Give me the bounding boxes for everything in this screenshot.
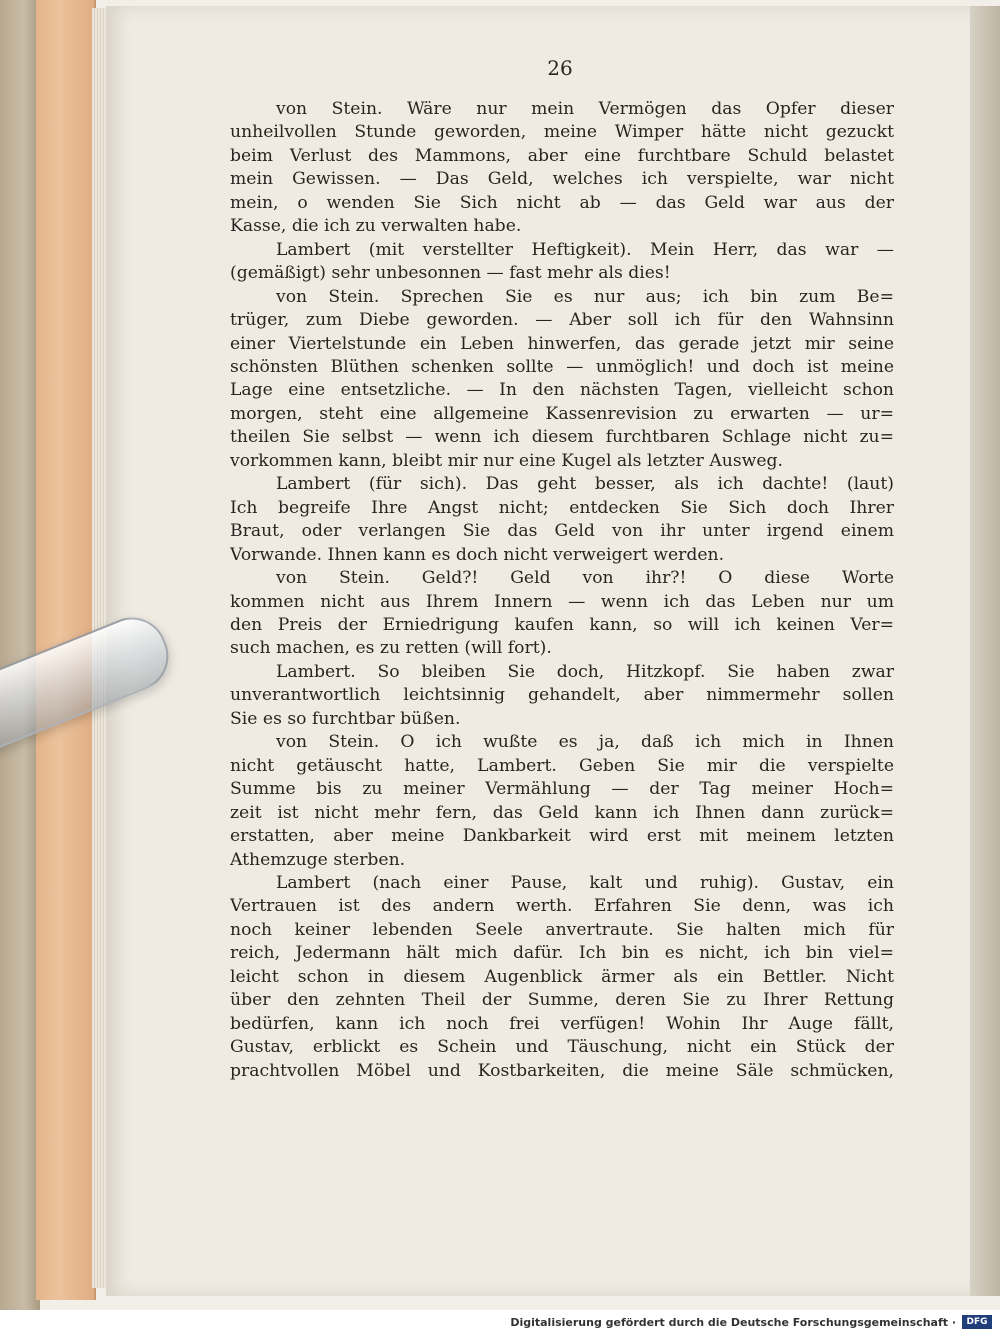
text-line: (gemäßigt) sehr unbesonnen — fast mehr als dies!: [230, 263, 671, 284]
text-line: beim Verlust des Mammons, aber eine furchtbare Schuld belastet: [230, 145, 894, 166]
text-line: schönsten Blüthen schenken sollte — unmöglich! und doch ist meine: [230, 356, 894, 377]
text-line: mein, o wenden Sie Sich nicht ab — das Geld war aus der: [230, 192, 894, 213]
text-line: erstatten, aber meine Dankbarkeit wird erst mit meinem letzten: [230, 826, 894, 847]
page-number: 26: [547, 56, 573, 80]
text-line: such machen, es zu retten (will fort).: [230, 638, 552, 659]
text-line: einer Viertelstunde ein Leben hinwerfen, das gerade jetzt mir seine: [230, 333, 894, 354]
text-line: von Stein. Sprechen Sie es nur aus; ich bin zum Be=: [276, 286, 894, 307]
text-line: Braut, oder verlangen Sie das Geld von ihr unter irgend einem: [230, 521, 894, 542]
text-line: von Stein. Geld?! Geld von ihr?! O diese Worte: [276, 568, 894, 589]
text-line: Ich begreife Ihre Angst nicht; entdecken Sie Sich doch Ihrer: [230, 497, 894, 518]
text-line: Gustav, erblickt es Schein und Täuschung, nicht ein Stück der: [230, 1037, 894, 1058]
text-line: reich, Jedermann hält mich dafür. Ich bin es nicht, ich bin viel=: [230, 943, 894, 964]
text-line: kommen nicht aus Ihrem Innern — wenn ich das Leben nur um: [230, 591, 894, 612]
text-line: Lambert. So bleiben Sie doch, Hitzkopf. Sie haben zwar: [276, 661, 894, 682]
text-line: trüger, zum Diebe geworden. — Aber soll ich für den Wahnsinn: [230, 310, 894, 331]
text-line: prachtvollen Möbel und Kostbarkeiten, die meine Säle schmücken,: [230, 1060, 894, 1081]
text-line: Kasse, die ich zu verwalten habe.: [230, 216, 522, 237]
text-line: den Preis der Erniedrigung kaufen kann, so will ich keinen Ver=: [230, 614, 894, 635]
text-line: Lambert (mit verstellter Heftigkeit). Mein Herr, das war —: [276, 239, 894, 260]
text-line: vorkommen kann, bleibt mir nur eine Kugel als letzter Ausweg.: [230, 450, 784, 471]
text-line: unheilvollen Stunde geworden, meine Wimper hätte nicht gezuckt: [230, 122, 894, 143]
text-line: Sie es so furchtbar büßen.: [230, 708, 461, 729]
text-line: Summe bis zu meiner Vermählung — der Tag meiner Hoch=: [230, 779, 894, 800]
text-line: Lambert (für sich). Das geht besser, als ich dachte! (laut): [276, 474, 894, 495]
text-line: Vertrauen ist des andern werth. Erfahren Sie denn, was ich: [230, 896, 894, 917]
page-text: [230, 98, 894, 1083]
text-line: von Stein. Wäre nur mein Vermögen das Opfer dieser: [276, 99, 894, 119]
text-line: Athemzuge sterben.: [230, 849, 406, 870]
text-line: unverantwortlich leichtsinnig gehandelt, aber nimmermehr sollen: [230, 685, 894, 706]
text-line: leicht schon in diesem Augenblick ärmer als ein Bettler. Nicht: [230, 966, 894, 987]
text-line: Lambert (nach einer Pause, kalt und ruhig). Gustav, ein: [276, 872, 894, 893]
text-line: Vorwande. Ihnen kann es doch nicht verweigert werden.: [230, 544, 725, 565]
text-line: über den zehnten Theil der Summe, deren Sie zu Ihrer Rettung: [230, 990, 894, 1011]
text-line: Lage eine entsetzliche. — In den nächsten Tagen, vielleicht schon: [230, 380, 894, 401]
text-line: morgen, steht eine allgemeine Kassenrevision zu erwarten — ur=: [230, 403, 894, 424]
text-line: mein Gewissen. — Das Geld, welches ich verspielte, war nicht: [230, 169, 894, 190]
text-line: theilen Sie selbst — wenn ich diesem furchtbaren Schlage nicht zu=: [230, 427, 894, 448]
text-line: zeit ist nicht mehr fern, das Geld kann ich Ihnen dann zurück=: [230, 802, 894, 823]
text-line: von Stein. O ich wußte es ja, daß ich mich in Ihnen: [276, 732, 894, 753]
dfg-logo: DFG: [962, 1315, 992, 1329]
text-line: bedürfen, kann ich noch frei verfügen! Wohin Ihr Auge fällt,: [230, 1013, 894, 1034]
text-line: noch keiner lebenden Seele anvertraute. Sie halten mich für: [230, 919, 894, 940]
digitization-credit: Digitalisierung gefördert durch die Deutsche Forschungsgemeinschaft ·: [510, 1316, 956, 1329]
page-right-edge: [970, 6, 1000, 1296]
text-line: nicht getäuscht hatte, Lambert. Geben Sie mir die verspielte: [230, 755, 894, 776]
